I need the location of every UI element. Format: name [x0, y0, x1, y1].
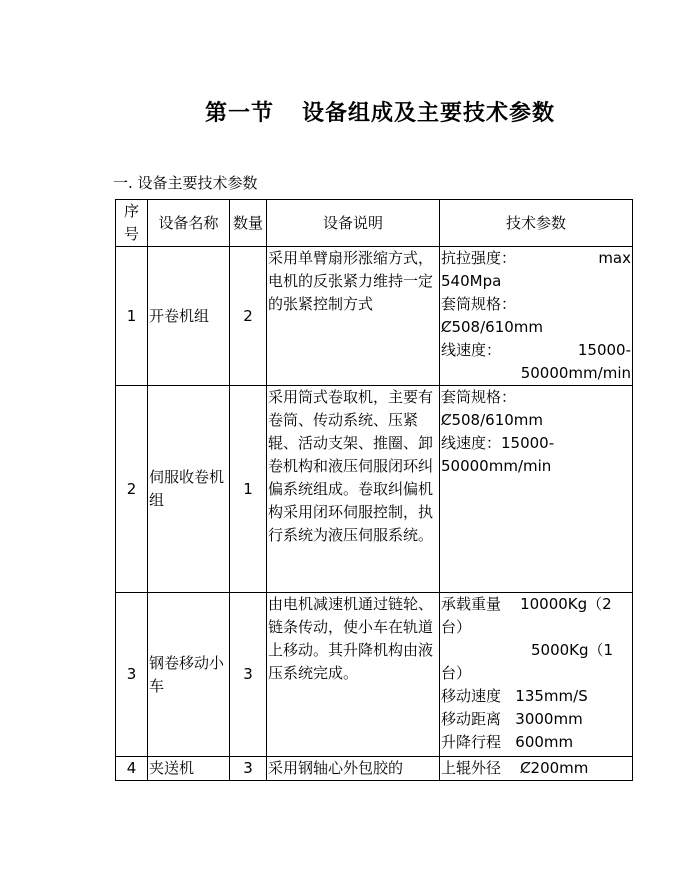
row-params: 套筒规格： Ȼ508/610mm 线速度：15000- 50000mm/min: [440, 386, 633, 593]
table-header-row: [116, 200, 633, 247]
row-desc: 由电机减速机通过链轮、链条传动，使小车在轨道上移动。其升降机构由液压系统完成。: [267, 593, 440, 757]
row-name: 夹送机: [148, 757, 230, 781]
page-title: [0, 96, 680, 127]
row-desc: 采用单臂扇形涨缩方式，电机的反张紧力维持一定的张紧控制方式: [267, 247, 440, 386]
row-seq: 4: [116, 757, 148, 781]
row-seq: 1: [116, 247, 148, 386]
header-seq: 序 号: [116, 200, 148, 247]
row-params: 承载重量 10000Kg（2 台） 5000Kg（1 台） 移动速度 135mm/S 移动距离 3000mm 升降行程 600mm: [440, 593, 633, 757]
row-name: 开卷机组: [148, 247, 230, 386]
row-qty: 3: [230, 757, 267, 781]
row-params: 抗拉强度： max 540Mpa 套筒规格： Ȼ508/610mm 线速度： 15000- 50000mm/min: [440, 247, 633, 386]
row-qty: 2: [230, 247, 267, 386]
row-seq: 2: [116, 386, 148, 593]
row-name: 钢卷移动小车: [148, 593, 230, 757]
table-row: [116, 593, 633, 757]
row-desc: 采用钢轴心外包胶的: [267, 757, 440, 781]
row-qty: 3: [230, 593, 267, 757]
row-desc: 采用筒式卷取机，主要有卷筒、传动系统、压紧辊、活动支架、推圈、卸卷机构和液压伺服闭环纠偏系统组成。卷取纠偏机构采用闭环伺服控制，执行系统为液压伺服系统。: [267, 386, 440, 593]
table-row: [116, 247, 633, 386]
header-desc: 设备说明: [267, 200, 440, 247]
header-name: 设备名称: [148, 200, 230, 247]
header-params: 技术参数: [440, 200, 633, 247]
row-params: 上辊外径 Ȼ200mm: [440, 757, 633, 781]
row-name: 伺服收卷机组: [148, 386, 230, 593]
row-seq: 3: [116, 593, 148, 757]
table-row: [116, 386, 633, 593]
row-qty: 1: [230, 386, 267, 593]
table-row: [116, 757, 633, 781]
header-qty: 数量: [230, 200, 267, 247]
section-number: 第一节: [204, 100, 274, 126]
subsection-heading: 一. 设备主要技术参数: [113, 174, 258, 192]
equipment-parameters-table: [115, 199, 633, 781]
section-title: 设备组成及主要技术参数: [302, 100, 556, 126]
